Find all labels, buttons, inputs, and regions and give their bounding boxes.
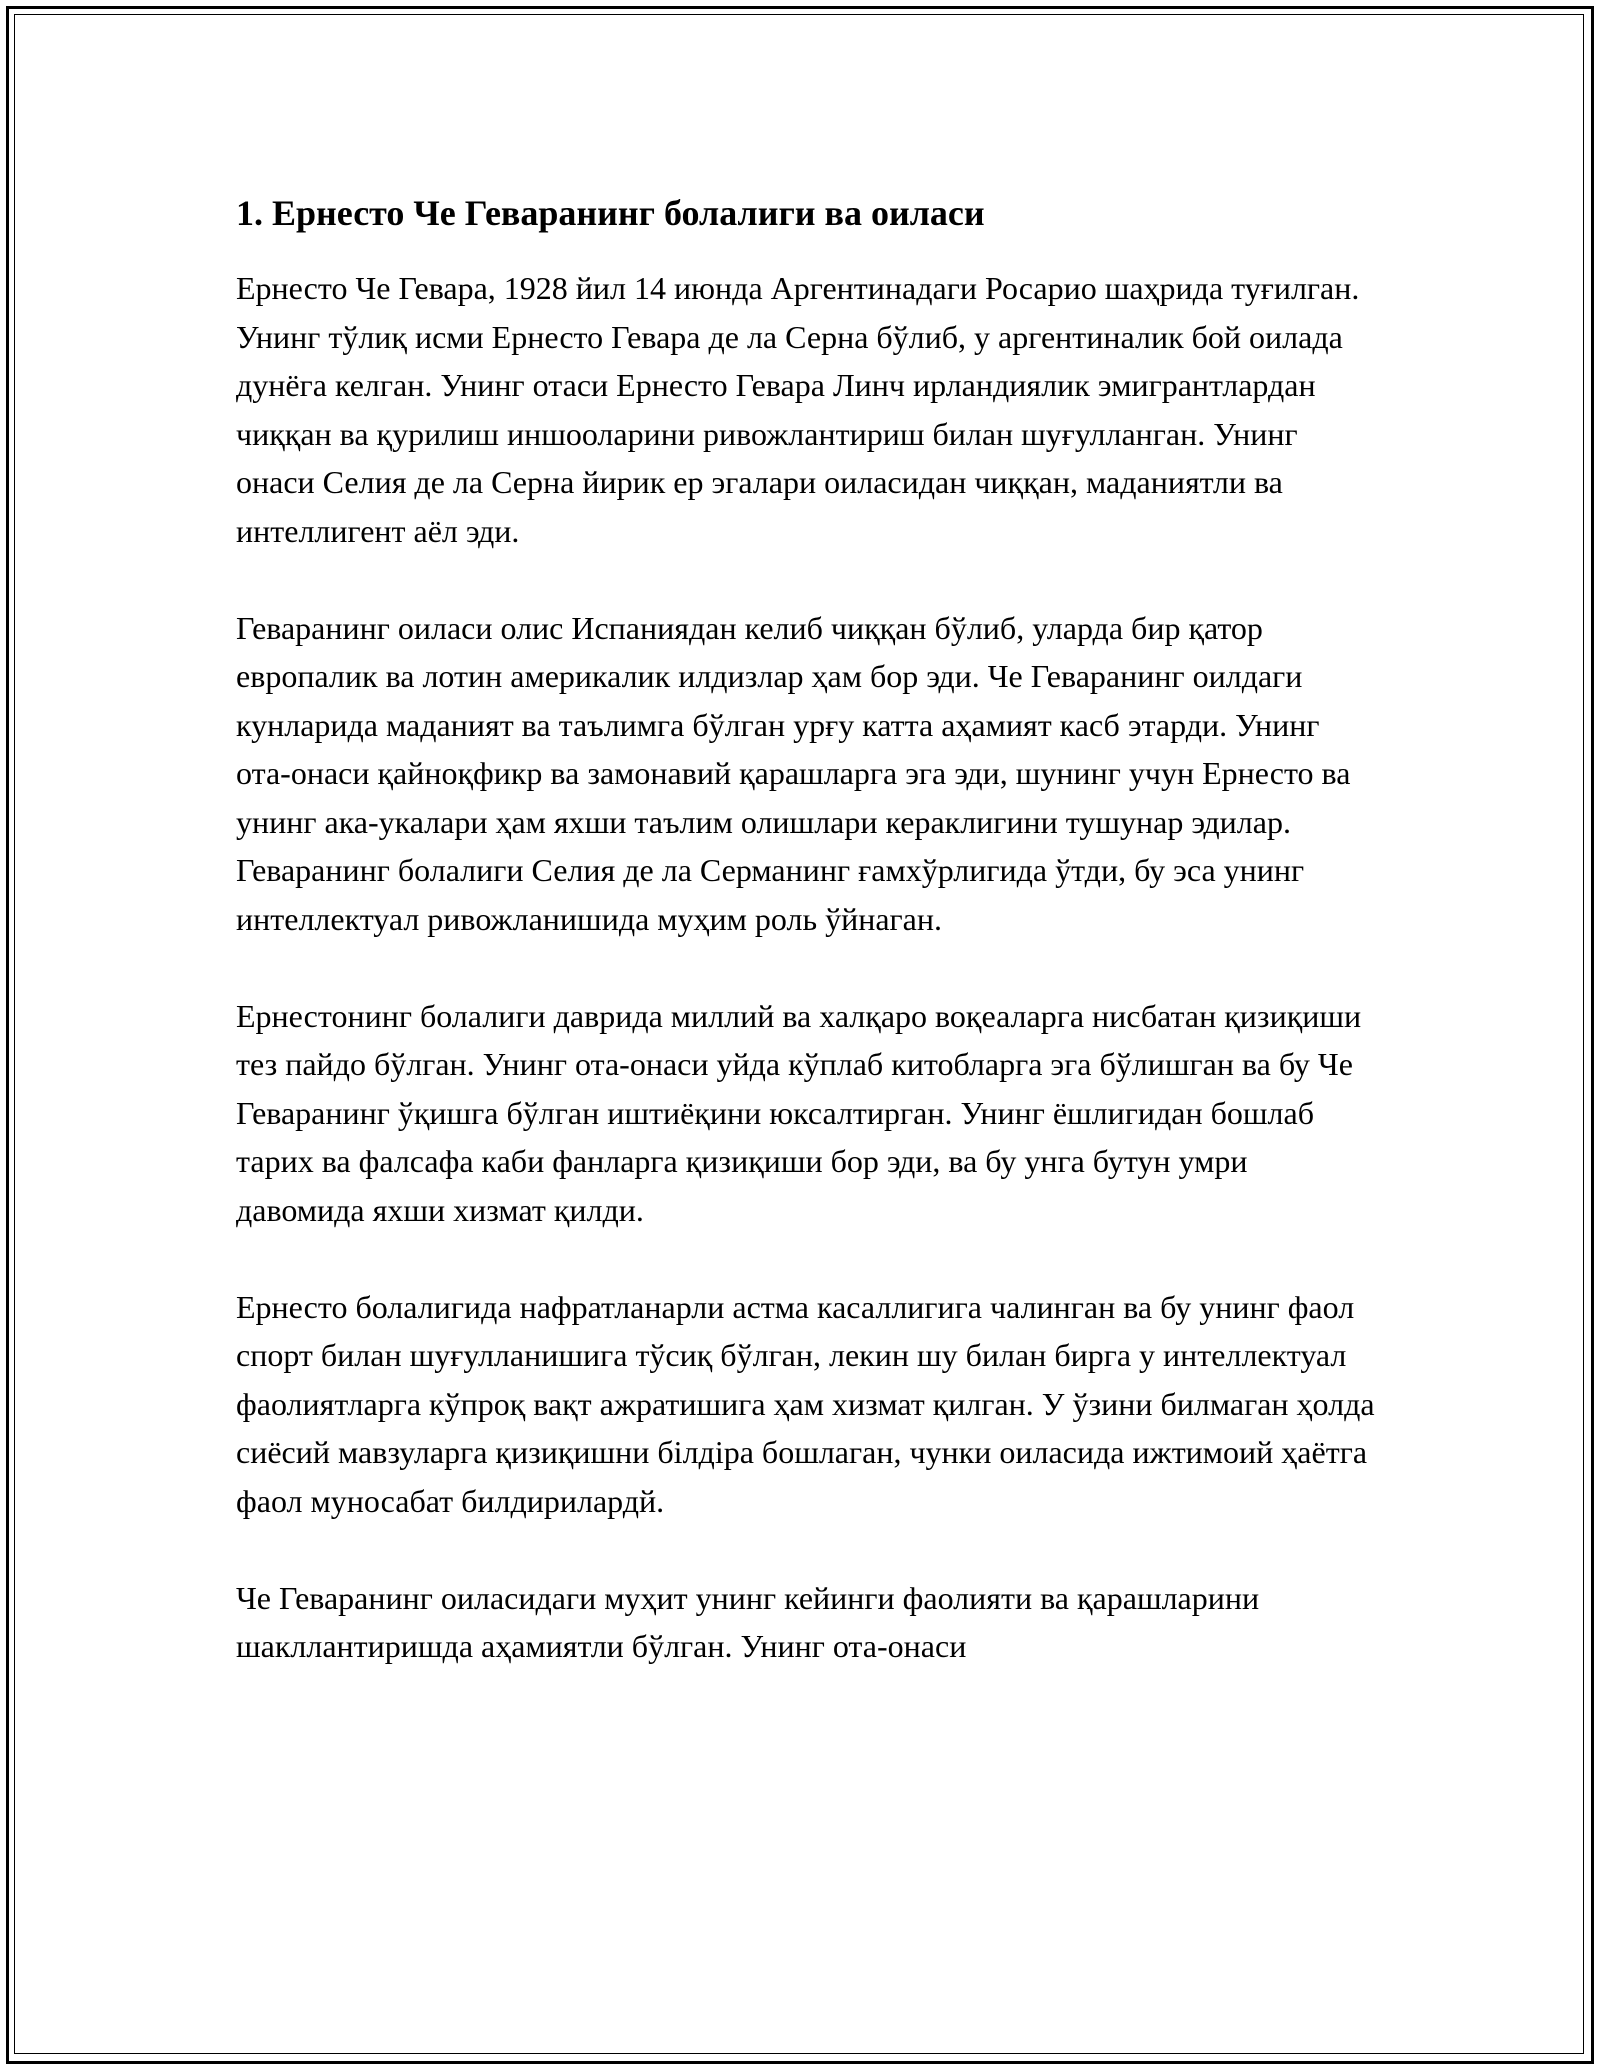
paragraph-family-environment: Че Геваранинг оиласидаги муҳит унинг кейинги фаолияти ва қарашларини шакллантиришда аҳамиятли бўлган. Унинг ота-онаси: [236, 1579, 1260, 1664]
paragraph-birth-and-parents: Ернесто Че Гевара, 1928 йил 14 июнда Аргентинадаги Росарио шаҳрида туғилган. Унинг тўлиқ исми Ернесто Гевара де ла Серна бўлиб, у аргентиналик бой оилада дунёга келган. Унинг отаси Ернесто Гевара Линч ирландиялик эмигрантлардан чиққан ва қурилиш иншооларини ривожлантириш билан шуғулланган. Унинг онаси Селия де ла Серна йирик ер эгалари оиласидан чиққан, маданиятли ва интеллигент аёл эди.: [236, 270, 1360, 549]
paragraph-childhood-interests: Ернестонинг болалиги даврида миллий ва халқаро воқеаларга нисбатан қизиқиши тез пайдо бўлган. Унинг ота-онаси уйда кўплаб китобларга эга бўлишган ва бу Че Геваранинг ўқишга бўлган иштиёқини юксалтирган. Унинг ёшлигидан бошлаб тарих ва фалсафа каби фанларга қизиқиши бор эди, ва бу унга бутун умри давомида яхши хизмат қилди.: [236, 997, 1362, 1228]
section-heading: 1. Ернесто Че Геваранинг болалиги ва оиласи: [236, 193, 985, 233]
paragraph-asthma: Ернесто болалигида нафратланарли астма касаллигига чалинган ва бу унинг фаол спорт билан шуғулланишига тўсиқ бўлган, лекин шу билан бирга у интеллектуал фаолиятларга кўпроқ вақт ажратишига ҳам хизмат қилган. У ўзини билмаган ҳолда сиёсий мавзуларга қизиқишни бiлдiра бошлаган, чунки оиласида ижтимоий ҳаётга фаол муносабат билдирилардй.: [236, 1288, 1375, 1519]
paragraph-family-origins: Геваранинг оиласи олис Испаниядан келиб чиққан бўлиб, уларда бир қатор европалик ва лотин америкалик илдизлар ҳам бор эди. Че Геваранинг оилдаги кунларида маданият ва таълимга бўлган урғу катта аҳамият касб этарди. Унинг ота-онаси қайноқфикр ва замонавий қарашларга эга эди, шунинг учун Ернесто ва унинг ака-укалари ҳам яхши таълим олишлари кераклигини тушунар эдилар. Геваранинг болалиги Селия де ла Серманинг ғамхўрлигида ўтди, бу эса унинг интеллектуал ривожланишида муҳим роль ўйнаган.: [236, 609, 1351, 937]
document-body: [236, 186, 1376, 1671]
